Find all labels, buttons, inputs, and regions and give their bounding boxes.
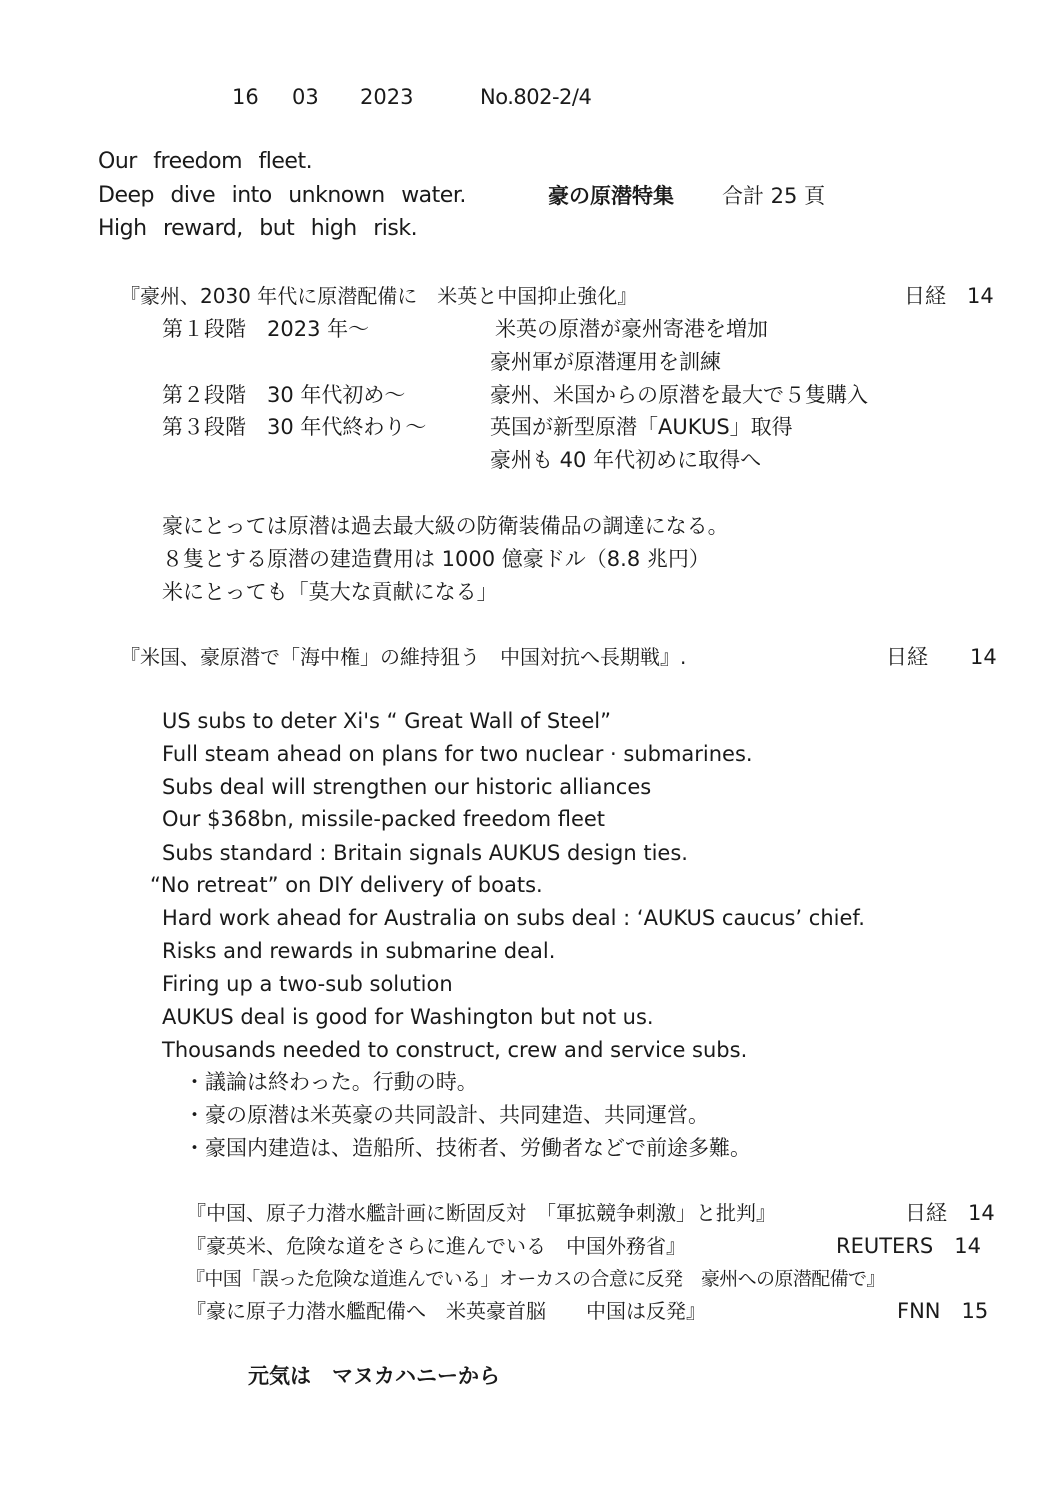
stage-label: 第２段階 30 年代初め～ xyxy=(162,383,406,407)
article-1-note: 豪にとっては原潜は過去最大級の防衛装備品の調達になる。 xyxy=(162,514,729,538)
english-headline: Hard work ahead for Australia on subs deal : ‘AUKUS caucus’ chief. xyxy=(162,906,865,930)
article-2-headline: 『米国、豪原潜で「海中権」の維持狙う 中国対抗へ長期戦』. xyxy=(120,645,687,669)
english-headline: Firing up a two-sub solution xyxy=(162,972,453,996)
stage-label: 第１段階 2023 年～ xyxy=(162,317,370,341)
date-month: 03 xyxy=(292,85,319,109)
bullet-point: ・ 議論は終わった。行動の時。 xyxy=(184,1069,478,1095)
english-headline: AUKUS deal is good for Washington but not us. xyxy=(162,1005,654,1029)
stage-desc: 米英の原潜が豪州寄港を増加 xyxy=(495,317,768,341)
english-headline: Our $368bn, missile-packed freedom fleet xyxy=(162,807,606,831)
article-1-source: 日経 14 xyxy=(904,284,994,308)
stage-desc: 豪州軍が原潜運用を訓練 xyxy=(490,350,721,374)
article-1-note: 米にとっても「莫大な貢献になる」 xyxy=(162,580,498,604)
related-headline: 『中国、原子力潜水艦計画に断固反対 「軍拡競争刺激」と批判』 xyxy=(186,1201,776,1225)
document-number: No.802-2/4 xyxy=(480,85,592,109)
english-headline: Full steam ahead on plans for two nuclear · submarines. xyxy=(162,742,753,766)
special-title: 豪の原潜特集 xyxy=(548,184,674,208)
english-headline: Subs standard : Britain signals AUKUS design ties. xyxy=(162,841,688,865)
total-pages: 合計 25 頁 xyxy=(722,184,826,208)
intro-line-3: High reward, but high risk. xyxy=(98,216,418,241)
intro-line-1: Our freedom fleet. xyxy=(98,149,313,174)
closing-line: 元気は マヌカハニーから xyxy=(248,1364,500,1388)
related-headline: 『豪英米、危険な道をさらに進んでいる 中国外務省』 xyxy=(186,1234,686,1258)
stage-desc: 英国が新型原潜「AUKUS」取得 xyxy=(490,415,793,439)
article-2-source: 日経 14 xyxy=(886,645,997,669)
english-headline: Thousands needed to construct, crew and service subs. xyxy=(162,1038,748,1062)
date-day: 16 xyxy=(232,85,259,109)
related-headline: 『中国「誤った危険な道進んでいる」オーカスの合意に反発 豪州への原潜配備で』 xyxy=(186,1268,885,1290)
article-1-note: ８隻とする原潜の建造費用は 1000 億豪ドル（8.8 兆円） xyxy=(162,547,710,571)
related-source: 日経 14 xyxy=(905,1201,995,1225)
related-headline: 『豪に原子力潜水艦配備へ 米英豪首脳 中国は反発』 xyxy=(186,1299,706,1323)
english-headline: Subs deal will strengthen our historic alliances xyxy=(162,775,652,799)
english-headline: “No retreat” on DIY delivery of boats. xyxy=(150,873,543,897)
stage-desc: 豪州、米国からの原潜を最大で５隻購入 xyxy=(490,383,868,407)
intro-line-2: Deep dive into unknown water. xyxy=(98,183,466,208)
article-1-headline: 『豪州、2030 年代に原潜配備に 米英と中国抑止強化』 xyxy=(120,284,638,308)
bullet-point: ・ 豪の原潜は米英豪の共同設計、共同建造、共同運営。 xyxy=(184,1102,709,1128)
date-year: 2023 xyxy=(360,85,414,109)
related-source: FNN 15 xyxy=(897,1299,989,1323)
english-headline: US subs to deter Xi's “ Great Wall of Steel” xyxy=(162,709,612,733)
bullet-point: ・ 豪国内建造は、造船所、技術者、労働者などで前途多難。 xyxy=(184,1135,751,1161)
stage-label: 第３段階 30 年代終わり～ xyxy=(162,415,427,439)
stage-desc: 豪州も 40 年代初めに取得へ xyxy=(490,448,762,472)
english-headline: Risks and rewards in submarine deal. xyxy=(162,939,556,963)
related-source: REUTERS 14 xyxy=(836,1234,981,1258)
